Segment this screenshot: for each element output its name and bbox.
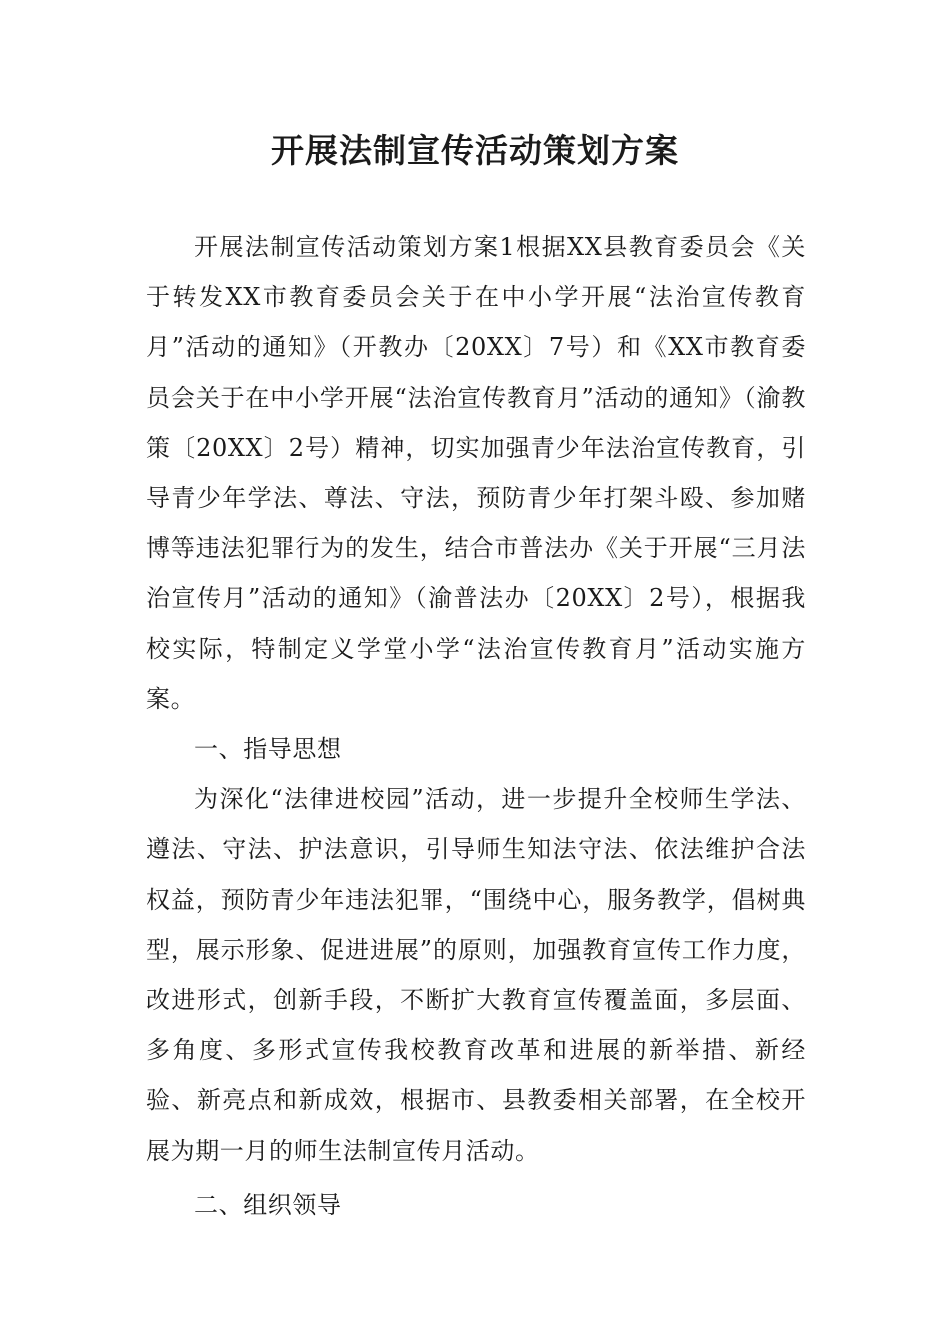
section-heading-guiding-ideology: 一、指导思想 — [194, 735, 342, 764]
section-heading-organization: 二、组织领导 — [194, 1190, 342, 1219]
document-body — [146, 222, 806, 1230]
paragraph-guiding-ideology: 为深化“法律进校园”活动，进一步提升全校师生学法、遵法、守法、护法意识，引导师生知法守法、依法维护合法权益，预防青少年违法犯罪，“围绕中心，服务教学，倡树典型，展示形象、促进进展”的原则，加强教育宣传工作力度，改进形式，创新手段，不断扩大教育宣传覆盖面，多层面、多角度、多形式宣传我校教育改革和进展的新举措、新经验、新亮点和新成效，根据市、县教委相关部署，在全校开展为期一月的师生法制宣传月活动。 — [146, 785, 806, 1165]
document-title: 开展法制宣传活动策划方案 — [271, 131, 679, 170]
paragraph-intro: 开展法制宣传活动策划方案1根据XX县教育委员会《关于转发XX市教育委员会关于在中小学开展“法治宣传教育月”活动的通知》（开教办〔20XX〕7号）和《XX市教育委员会关于在中小学开展“法治宣传教育月”活动的通知》（渝教策〔20XX〕2号）精神，切实加强青少年法治宣传教育，引导青少年学法、尊法、守法，预防青少年打架斗殴、参加赌博等违法犯罪行为的发生，结合市普法办《关于开展“三月法治宣传月”活动的通知》（渝普法办〔20XX〕2号），根据我校实际，特制定义学堂小学“法治宣传教育月”活动实施方案。 — [146, 233, 806, 713]
